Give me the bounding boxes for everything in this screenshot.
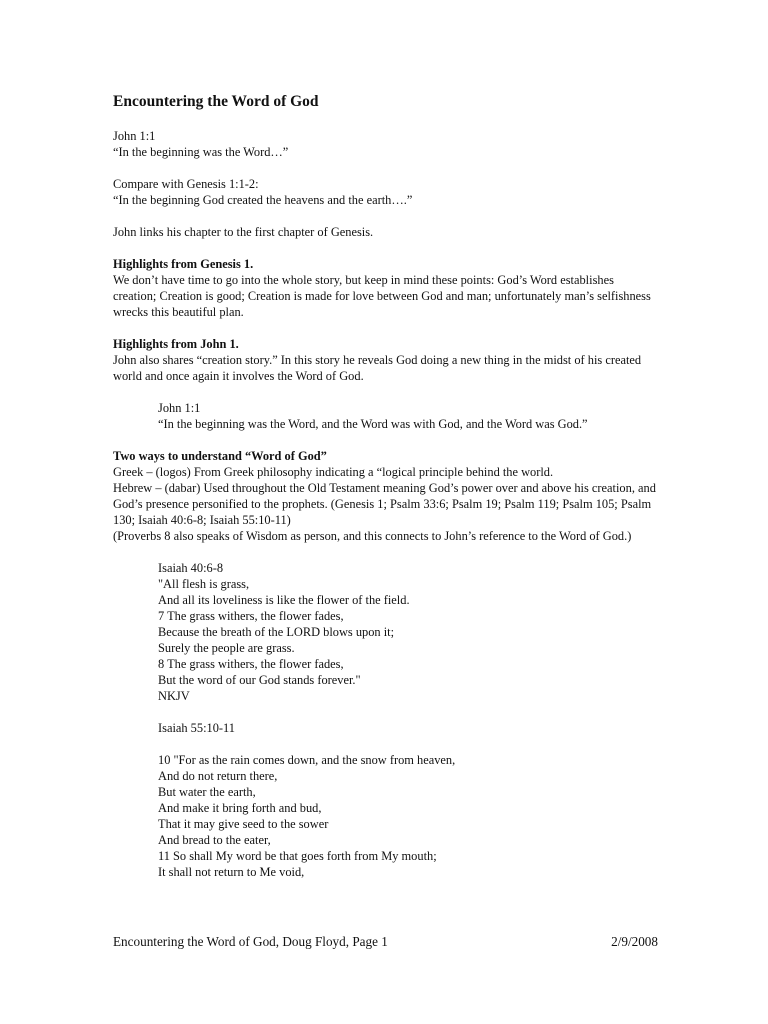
- links-text: John links his chapter to the first chapter of Genesis.: [113, 225, 374, 239]
- document-body: [113, 92, 658, 880]
- isaiah-40-line: 8 The grass withers, the flower fades,: [158, 657, 344, 671]
- footer-title: Encountering the Word of God, Doug Floyd, Page 1: [113, 934, 388, 949]
- isaiah-55-line: That it may give seed to the sower: [158, 817, 329, 831]
- john-full-quote: “In the beginning was the Word, and the Word was with God, and the Word was God.”: [158, 417, 588, 431]
- isaiah-40-line: NKJV: [158, 689, 190, 703]
- isaiah-40-line: "All flesh is grass,: [158, 577, 250, 591]
- isaiah-40-line: Because the breath of the LORD blows upon it;: [158, 625, 395, 639]
- footer-date: 2/9/2008: [611, 934, 658, 949]
- word-of-god-section: [113, 448, 658, 544]
- isaiah-40-line: Surely the people are grass.: [158, 641, 295, 655]
- genesis-highlights-text: We don’t have time to go into the whole story, but keep in mind these points: God’s Word establishes creation; Creation is good; Creation is made for love between God and man; unfortunately man’s selfishness wrecks this beautiful plan.: [113, 273, 651, 319]
- isaiah-55-reference-block: [113, 720, 658, 736]
- genesis-highlights-section: [113, 256, 658, 320]
- isaiah-40-line: Isaiah 40:6-8: [158, 561, 224, 575]
- genesis-quote: “In the beginning God created the heavens and the earth….”: [113, 193, 413, 207]
- john-reference-block: [113, 128, 658, 160]
- page-title: Encountering the Word of God: [113, 93, 319, 110]
- isaiah-55-line: 11 So shall My word be that goes forth from My mouth;: [158, 849, 437, 863]
- john-full-quote-block: [113, 400, 658, 432]
- john-reference: John 1:1: [113, 129, 156, 143]
- genesis-compare-block: [113, 176, 658, 208]
- isaiah-55-line: And bread to the eater,: [158, 833, 271, 847]
- greek-definition: Greek – (logos) From Greek philosophy indicating a “logical principle behind the world.: [113, 465, 554, 479]
- hebrew-definition: Hebrew – (dabar) Used throughout the Old Testament meaning God’s power over and above his creation, and God’s presence personified to the prophets. (Genesis 1; Psalm 33:6; Psalm 19; Psalm 119; Psalm 105; Psalm 130; Isaiah 40:6-8; Isaiah 55:10-11): [113, 481, 656, 527]
- isaiah-55-reference: Isaiah 55:10-11: [158, 721, 235, 735]
- isaiah-55-line: 10 "For as the rain comes down, and the snow from heaven,: [158, 753, 456, 767]
- proverbs-note: (Proverbs 8 also speaks of Wisdom as person, and this connects to John’s reference to the Word of God.): [113, 529, 632, 543]
- isaiah-55-line: And do not return there,: [158, 769, 278, 783]
- word-of-god-heading: Two ways to understand “Word of God”: [113, 449, 327, 463]
- john-reference-2: John 1:1: [158, 401, 201, 415]
- isaiah-40-line: But the word of our God stands forever.": [158, 673, 361, 687]
- isaiah-55-passage: [113, 752, 658, 880]
- compare-reference: Compare with Genesis 1:1-2:: [113, 177, 259, 191]
- isaiah-40-line: And all its loveliness is like the flower of the field.: [158, 593, 410, 607]
- isaiah-55-line: But water the earth,: [158, 785, 256, 799]
- john-highlights-text: John also shares “creation story.” In this story he reveals God doing a new thing in the midst of his created world and once again it involves the Word of God.: [113, 353, 642, 383]
- isaiah-55-line: And make it bring forth and bud,: [158, 801, 322, 815]
- john-quote: “In the beginning was the Word…”: [113, 145, 289, 159]
- genesis-highlights-heading: Highlights from Genesis 1.: [113, 257, 254, 271]
- isaiah-40-line: 7 The grass withers, the flower fades,: [158, 609, 344, 623]
- links-paragraph: [113, 224, 658, 240]
- isaiah-40-passage: [113, 560, 658, 704]
- john-highlights-section: [113, 336, 658, 384]
- john-highlights-heading: Highlights from John 1.: [113, 337, 239, 351]
- isaiah-55-line: It shall not return to Me void,: [158, 865, 305, 879]
